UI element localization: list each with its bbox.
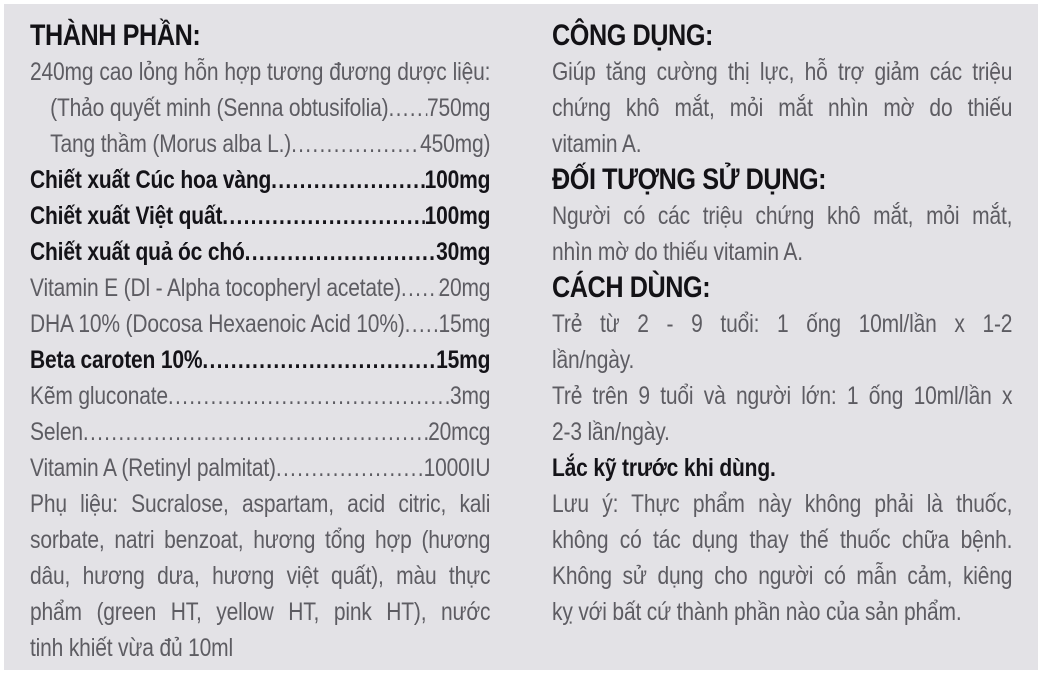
ingredient-name: (Thảo quyết minh (Senna obtusifolia) (50, 94, 389, 122)
ingredient-amount: 15mg (438, 310, 491, 338)
ingredient-row (30, 162, 490, 198)
ingredient-amount: 20mg (438, 274, 491, 302)
ingredient-name: Kẽm gluconate (30, 382, 168, 410)
ingredient-amount: 1000IU (423, 454, 491, 482)
ingredient-name: Vitamin A (Retinyl palmitat) (30, 454, 276, 482)
target-users-line: Người có các triệu chứng khô mắt, mỏi mắt, (552, 202, 1013, 230)
warning-line: Lưu ý: Thực phẩm này không phải là thuốc, (552, 490, 1013, 518)
ingredient-row (30, 450, 490, 486)
dot-leader (388, 90, 426, 126)
ingredient-row (30, 306, 490, 342)
ingredient-row (30, 90, 490, 126)
ingredient-name: Beta caroten 10% (30, 346, 203, 374)
ingredient-row (30, 342, 490, 378)
directions-dose-line: 2-3 lần/ngày. (552, 418, 670, 446)
ingredient-row (30, 270, 490, 306)
effects-line: chứng khô mắt, mỏi mắt nhìn mờ do thiếu (552, 94, 1013, 122)
dot-leader (168, 378, 450, 414)
dot-leader (271, 162, 424, 198)
dot-leader (245, 234, 436, 270)
ingredient-row (30, 378, 490, 414)
effects-line: vitamin A. (552, 130, 642, 158)
ingredient-name: Tang thầm (Morus alba L.) (50, 130, 292, 158)
dot-leader (202, 342, 436, 378)
ingredient-name: Chiết xuất quả óc chó (30, 238, 245, 266)
warning-line: Không sử dụng cho người có mẫn cảm, kiêng (552, 562, 1013, 590)
label-panel (4, 4, 1038, 670)
ingredient-amount: 750mg (426, 94, 491, 122)
ingredient-amount: 100mg (424, 202, 491, 230)
shake-note: Lắc kỹ trước khi dùng. (552, 454, 776, 482)
ingredient-amount: 100mg (424, 166, 491, 194)
dot-leader (405, 306, 439, 342)
excipients-line: tinh khiết vừa đủ 10ml (30, 634, 233, 662)
ingredient-name: Chiết xuất Cúc hoa vàng (30, 166, 272, 194)
warning-line: kỵ với bất cứ thành phần nào của sản phẩm. (552, 598, 962, 626)
dot-leader (401, 270, 439, 306)
excipients-line: phẩm (green HT, yellow HT, pink HT), nước (30, 598, 491, 626)
dot-leader (83, 414, 428, 450)
ingredient-name: DHA 10% (Docosa Hexaenoic Acid 10%) (30, 310, 405, 338)
dot-leader (276, 450, 424, 486)
directions-heading: CÁCH DÙNG: (552, 271, 711, 304)
warning-line: không có tác dụng thay thế thuốc chữa bệnh. (552, 526, 1013, 554)
ingredient-name: Selen (30, 418, 83, 446)
dot-leader (222, 198, 424, 234)
excipients-line: Phụ liệu: Sucralose, aspartam, acid citric, kali (30, 490, 491, 518)
effects-line: Giúp tăng cường thị lực, hỗ trợ giảm các triệu (552, 58, 1013, 86)
ingredient-amount: 450mg) (420, 130, 491, 158)
ingredient-name: Chiết xuất Việt quất (30, 202, 223, 230)
target-users-heading: ĐỐI TƯỢNG SỬ DỤNG: (552, 163, 827, 196)
ingredient-row (30, 126, 490, 162)
ingredient-amount: 15mg (436, 346, 491, 374)
ingredient-amount: 3mg (449, 382, 491, 410)
excipients-line: dâu, hương dưa, hương việt quất), màu thực (30, 562, 491, 590)
ingredients-intro: 240mg cao lỏng hỗn hợp tương đương dược liệu: (30, 58, 491, 86)
directions-dose-line: Trẻ từ 2 - 9 tuổi: 1 ống 10ml/lần x 1-2 (552, 310, 1013, 338)
ingredient-row (30, 414, 490, 450)
effects-heading: CÔNG DỤNG: (552, 19, 713, 52)
ingredients-section (30, 18, 490, 666)
directions-dose-line: Trẻ trên 9 tuổi và người lớn: 1 ống 10ml/lần x (552, 382, 1013, 410)
directions-dose-line: lần/ngày. (552, 346, 635, 374)
ingredient-name: Vitamin E (Dl - Alpha tocopheryl acetate) (30, 274, 401, 302)
excipients-line: sorbate, natri benzoat, hương tổng hợp (hương (30, 526, 491, 554)
ingredient-amount: 20mcg (428, 418, 491, 446)
ingredients-heading: THÀNH PHẦN: (30, 19, 201, 52)
dot-leader (291, 126, 420, 162)
ingredient-row (30, 234, 490, 270)
usage-section (552, 18, 1012, 630)
target-users-line: nhìn mờ do thiếu vitamin A. (552, 238, 803, 266)
ingredient-row (30, 198, 490, 234)
ingredient-amount: 30mg (436, 238, 491, 266)
